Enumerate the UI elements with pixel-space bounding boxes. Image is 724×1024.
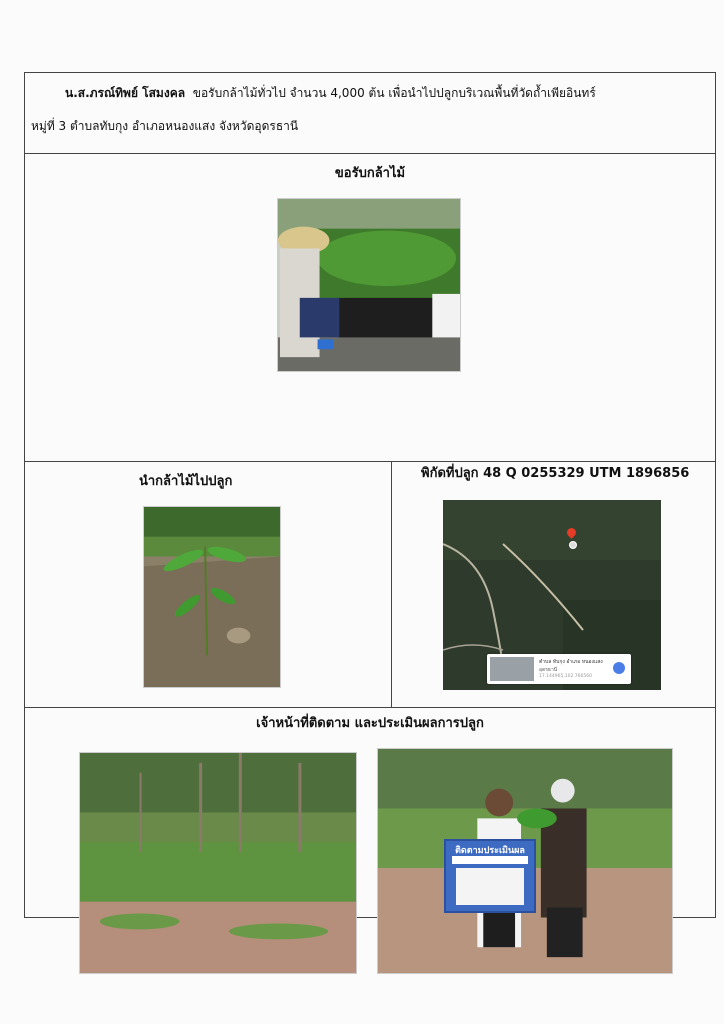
followup-row <box>25 707 715 917</box>
receive-heading: ขอรับกล้าไม้ <box>334 166 406 181</box>
map-card-province: อุดรธานี <box>539 667 558 673</box>
map-thumbnail <box>490 657 534 681</box>
planting-heading: นำกล้าไม้ไปปลูก <box>139 474 233 489</box>
coordinates-heading: พิกัดที่ปลูก 48 Q 0255329 UTM 1896856 <box>421 466 690 481</box>
intro-line-1 <box>65 84 596 103</box>
map-card-location: ตำบล ทับกุง อำเภอ หนองแสง <box>539 659 603 665</box>
document-table <box>24 72 716 918</box>
request-text: ขอรับกล้าไม้ทั่วไป จำนวน 4,000 ต้น เพื่อนำไปปลูกบริเวณพื้นที่วัดถ้ำเพียอินทร์ <box>192 86 596 100</box>
intro-line-2: หมู่ที่ 3 ตำบลทับกุง อำเภอหนองแสง จังหวัดอุดรธานี <box>31 119 299 133</box>
column-divider <box>391 462 392 707</box>
directions-icon <box>613 662 625 674</box>
evaluation-sign <box>444 839 536 913</box>
location-dot-icon <box>569 541 577 549</box>
satellite-map <box>443 500 661 690</box>
sign-subtitle-strip <box>452 856 528 864</box>
receive-row <box>25 153 715 461</box>
map-info-card <box>487 654 631 684</box>
intro-row <box>25 73 715 153</box>
planting-row <box>25 461 715 707</box>
planting-area-photo <box>79 752 357 974</box>
planted-seedling-photo <box>143 506 281 688</box>
receive-seedlings-photo <box>277 198 461 372</box>
followup-heading: เจ้าหน้าที่ติดตาม และประเมินผลการปลูก <box>256 716 484 731</box>
officers-photo <box>377 748 673 974</box>
sign-title: ติดตามประเมินผล <box>455 846 525 856</box>
map-card-latlng: 17.144965,102.766560 <box>539 674 592 679</box>
sign-board <box>456 868 524 905</box>
recipient-name: น.ส.ภรณ์ทิพย์ โสมงคล <box>65 86 186 100</box>
